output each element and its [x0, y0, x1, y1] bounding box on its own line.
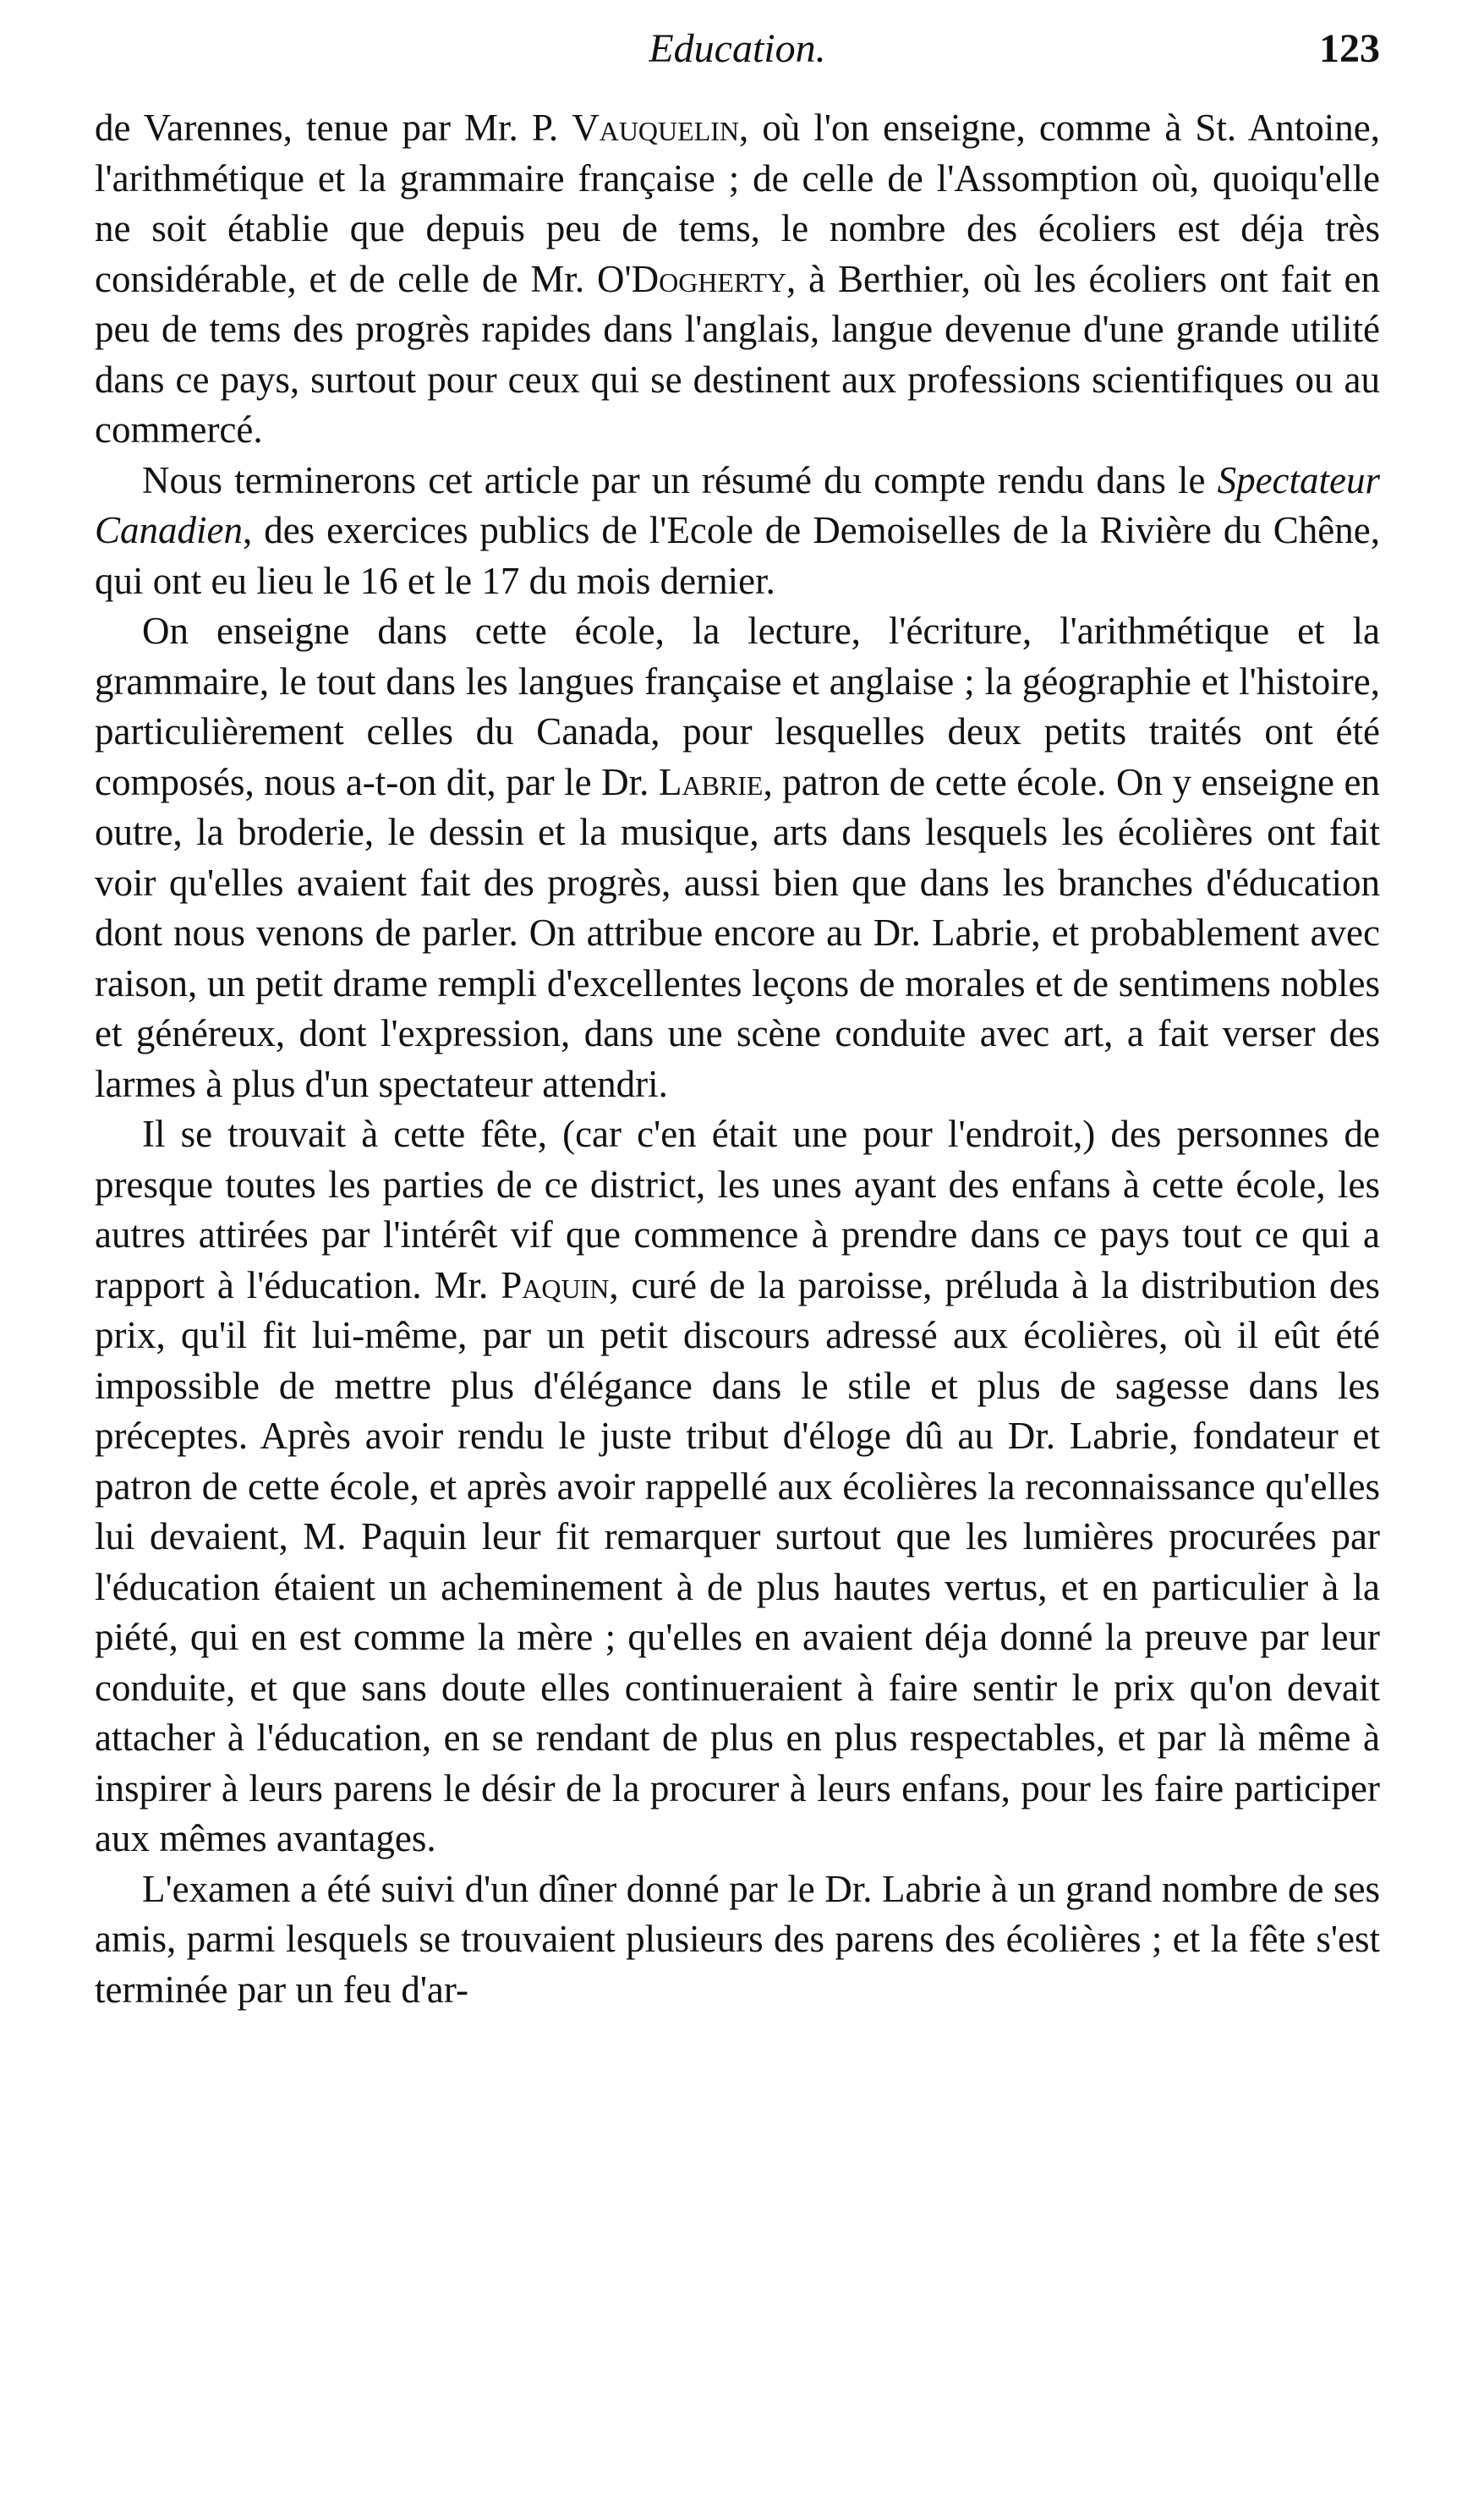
paragraph-2-text-b: , des exercices publics de l'Ecole de Demoiselles de la Rivière du Chêne, qui ont eu lieu le 16 et le 17 du mois dernier.	[95, 509, 1380, 602]
paragraph-1-text-c: , à Berthier, où les écoliers ont fait en peu de tems des progrès rapides dans l'anglais, langue devenue d'une grande utilité dans ce pays, surtout pour ceux qui se destinent aux professions scientifiques ou au commercé.	[95, 257, 1380, 451]
paragraph-4	[95, 1109, 1380, 1864]
paragraph-1-text-a: de Varennes, tenue par Mr. P.	[95, 107, 572, 149]
person-name-dogherty: Dogherty	[631, 257, 787, 300]
running-title: Education.	[649, 26, 826, 71]
paragraph-4-text-b: , curé de la paroisse, préluda à la distribution des prix, qu'il fit lui-même, par un petit discours adressé aux écolières, où il eût été impossible de mettre plus d'élégance dans le stile et plus de sagesse dans les préceptes. Après avoir rendu le juste tribut d'éloge dû au Dr. Labrie, fondateur et patron de cette école, et après avoir rappellé aux écolières la reconnaissance qu'elles lui devaient, M. Paquin leur fit remarquer surtout que les lumières procurées par l'éducation étaient un acheminement à de plus hautes vertus, et en particulier à la piété, qui en est comme la mère ; qu'elles en avaient déja donné la preuve par leur conduite, et que sans doute elles continueraient à faire sentir le prix qu'on devait attacher à l'éducation, en se rendant de plus en plus respectables, et par là même à inspirer à leurs parens le désir de la procurer à leurs enfans, pour les faire participer aux mêmes avantages.	[95, 1263, 1380, 1859]
paragraph-5	[95, 1864, 1380, 2016]
person-name-paquin: Paquin	[501, 1263, 610, 1306]
person-name-vauquelin: Vauquelin	[572, 107, 740, 149]
paragraph-5-text-a: L'examen a été suivi d'un dîner donné par le Dr. Labrie à un grand nombre de ses amis, parmi lesquels se trouvaient plusieurs des parens des écolières ; et la fête s'est terminée par un feu d'ar-	[95, 1867, 1380, 2011]
paragraph-1	[95, 103, 1380, 456]
body-text	[95, 103, 1380, 2015]
paragraph-1-text-b: , où l'on enseigne, comme à St. Antoine, l'arithmétique et la grammaire française ; de celle de l'Assomption où, quoiqu'elle ne soit établie que depuis peu de tems, le nombre des écoliers est déja très considérable, et de celle de Mr. O'	[95, 107, 1380, 300]
paragraph-4-text-a: Il se trouvait à cette fête, (car c'en était une pour l'endroit,) des personnes de presque toutes les parties de ce district, les unes ayant des enfans à cette école, les autres attirées par l'intérêt vif que commence à prendre dans ce pays tout ce qui a rapport à l'éducation. Mr.	[95, 1113, 1380, 1306]
paragraph-3	[95, 606, 1380, 1109]
running-header	[95, 24, 1380, 74]
page-number: 123	[1319, 26, 1380, 71]
paragraph-2-text-a: Nous terminerons cet article par un résumé du compte rendu dans le	[142, 458, 1218, 501]
journal-title: Spectateur Canadien	[95, 458, 1380, 551]
paragraph-3-text-a: On enseigne dans cette école, la lecture, l'écriture, l'arithmétique et la grammaire, le tout dans les langues française et anglaise ; la géographie et l'histoire, particulièrement celles du Canada, pour lesquelles deux petits traités ont été composés, nous a-t-on dit, par le Dr.	[95, 610, 1380, 803]
person-name-labrie: Labrie	[658, 760, 764, 803]
paragraph-3-text-b: , patron de cette école. On y enseigne en outre, la broderie, le dessin et la musique, arts dans lesquels les écolières ont fait voir qu'elles avaient fait des progrès, aussi bien que dans les branches d'éducation dont nous venons de parler. On attribue encore au Dr. Labrie, et probablement avec raison, un petit drame rempli d'excellentes leçons de morales et de sentimens nobles et généreux, dont l'expression, dans une scène conduite avec art, a fait verser des larmes à plus d'un spectateur attendri.	[95, 760, 1381, 1105]
paragraph-2	[95, 456, 1380, 607]
